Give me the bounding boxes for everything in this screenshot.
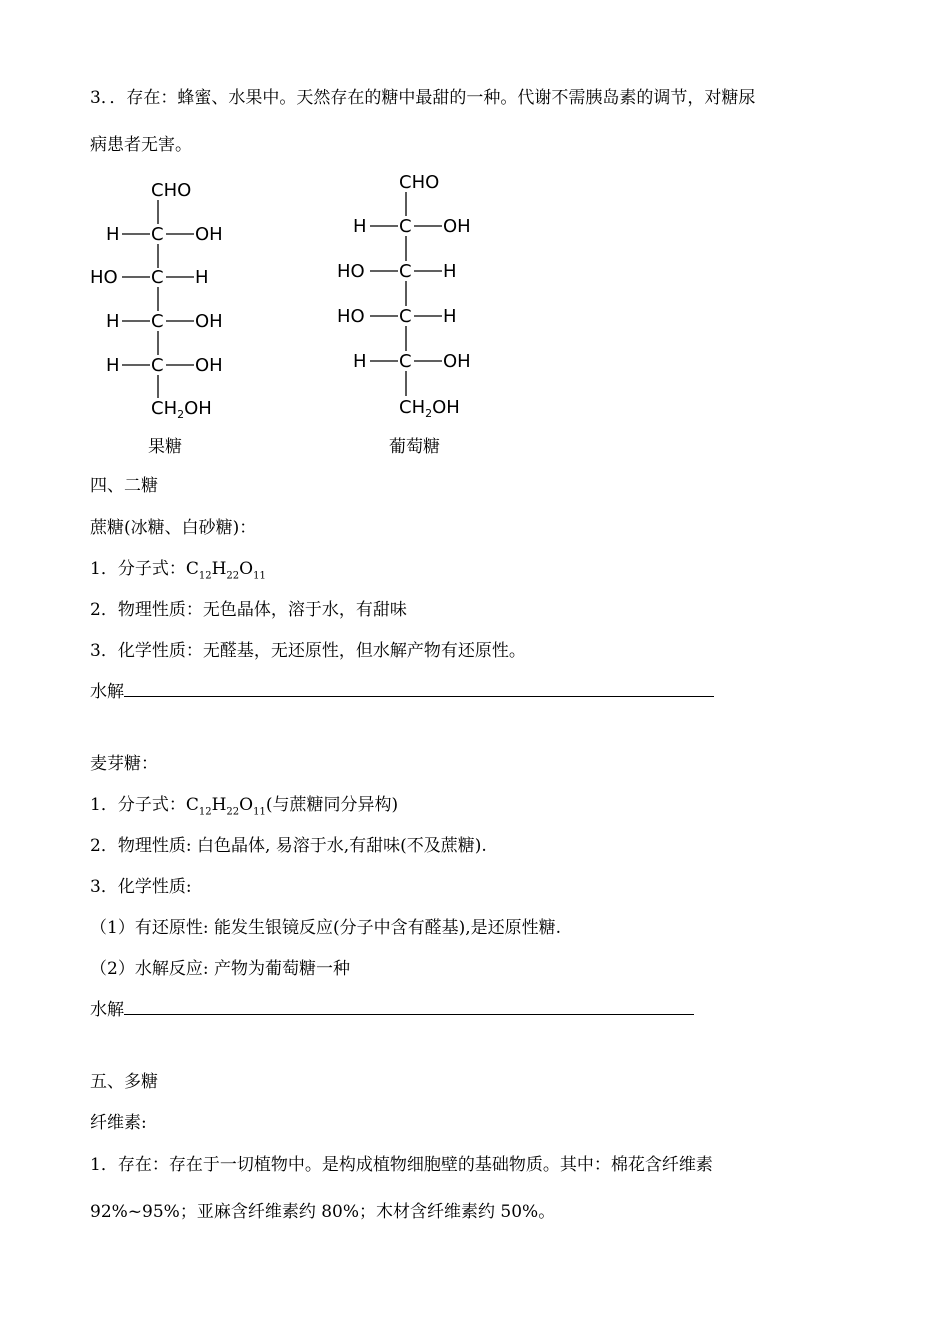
fructose-existence-line2: 病患者无害。 [90,135,192,155]
hydrolysis-label: 水解 [90,682,124,702]
sucrose-hydrolysis-line [90,680,714,704]
fructose-r2-carbon: C [151,267,164,288]
cellulose-existence-line2: 92%~95%；亚麻含纤维素约 80%；木材含纤维素约 50%。 [90,1202,556,1222]
fructose-r1-left: H [106,224,120,245]
maltose-formula: $C_{12}H_{22}O_{11}$ [185,795,266,818]
glucose-r3-carbon: C [399,306,412,327]
sucrose-hydrolysis-blank[interactable] [124,682,714,697]
glucose-r4-right: OH [443,351,471,372]
fructose-r2-left: HO [90,267,118,288]
maltose-title: 麦芽糖： [90,754,158,774]
hydrolysis-label: 水解 [90,1000,124,1020]
glucose-r4-left: H [353,351,367,372]
glucose-r1-carbon: C [399,216,412,237]
maltose-chemical: 3．化学性质: [90,877,192,897]
glucose-top-cho: CHO [399,172,440,193]
sucrose-physical: 2．物理性质：无色晶体，溶于水，有甜味 [90,600,407,620]
fructose-bottom: $CH_2OH$ [151,398,212,421]
section-polysaccharides: 五、多糖 [90,1072,158,1092]
fructose-r4-left: H [106,355,120,376]
maltose-formula-label: 1．分子式： [90,795,186,815]
maltose-hydrolysis-blank[interactable] [124,1000,694,1015]
fructose-r1-right: OH [195,224,223,245]
fructose-r2-right: H [195,267,209,288]
fructose-r1-carbon: C [151,224,164,245]
fructose-caption: 果糖 [148,437,182,457]
section-disaccharides: 四、二糖 [90,476,158,496]
glucose-r1-left: H [353,216,367,237]
sucrose-formula-label: 1．分子式： [90,559,186,579]
fructose-r3-carbon: C [151,311,164,332]
glucose-r3-left: HO [337,306,365,327]
fructose-r3-left: H [106,311,120,332]
glucose-r2-right: H [443,261,457,282]
fructose-structure [90,180,223,421]
sucrose-formula-line [90,557,266,588]
structure-diagrams [0,0,950,440]
fructose-r3-right: OH [195,311,223,332]
cellulose-existence-line1: 1．存在：存在于一切植物中。是构成植物细胞壁的基础物质。其中：棉花含纤维素 [90,1155,713,1175]
glucose-bottom: $CH_2OH$ [399,397,460,420]
glucose-r2-left: HO [337,261,365,282]
glucose-caption: 葡萄糖 [389,437,440,457]
glucose-r4-carbon: C [399,351,412,372]
maltose-formula-line [90,793,398,824]
glucose-r2-carbon: C [399,261,412,282]
glucose-structure [337,172,471,420]
fructose-existence-line1: 3．．存在：蜂蜜、水果中。天然存在的糖中最甜的一种。代谢不需胰岛素的调节，对糖尿 [90,88,756,108]
fructose-top-cho: CHO [151,180,192,201]
maltose-reducing: （1）有还原性: 能发生银镜反应(分子中含有醛基),是还原性糖. [90,918,562,938]
maltose-formula-note: (与蔗糖同分异构) [265,795,399,815]
sucrose-chemical: 3．化学性质：无醛基，无还原性，但水解产物有还原性。 [90,641,526,661]
maltose-hydrolysis-line [90,998,694,1022]
fructose-r4-carbon: C [151,355,164,376]
cellulose-title: 纤维素: [90,1113,147,1133]
sucrose-title: 蔗糖(冰糖、白砂糖)： [90,518,257,538]
maltose-physical: 2．物理性质: 白色晶体, 易溶于水,有甜味(不及蔗糖). [90,836,487,856]
sucrose-formula: $C_{12}H_{22}O_{11}$ [185,559,266,582]
glucose-r1-right: OH [443,216,471,237]
maltose-hydrolysis-reaction: （2）水解反应: 产物为葡萄糖一种 [90,959,350,979]
fructose-r4-right: OH [195,355,223,376]
glucose-r3-right: H [443,306,457,327]
